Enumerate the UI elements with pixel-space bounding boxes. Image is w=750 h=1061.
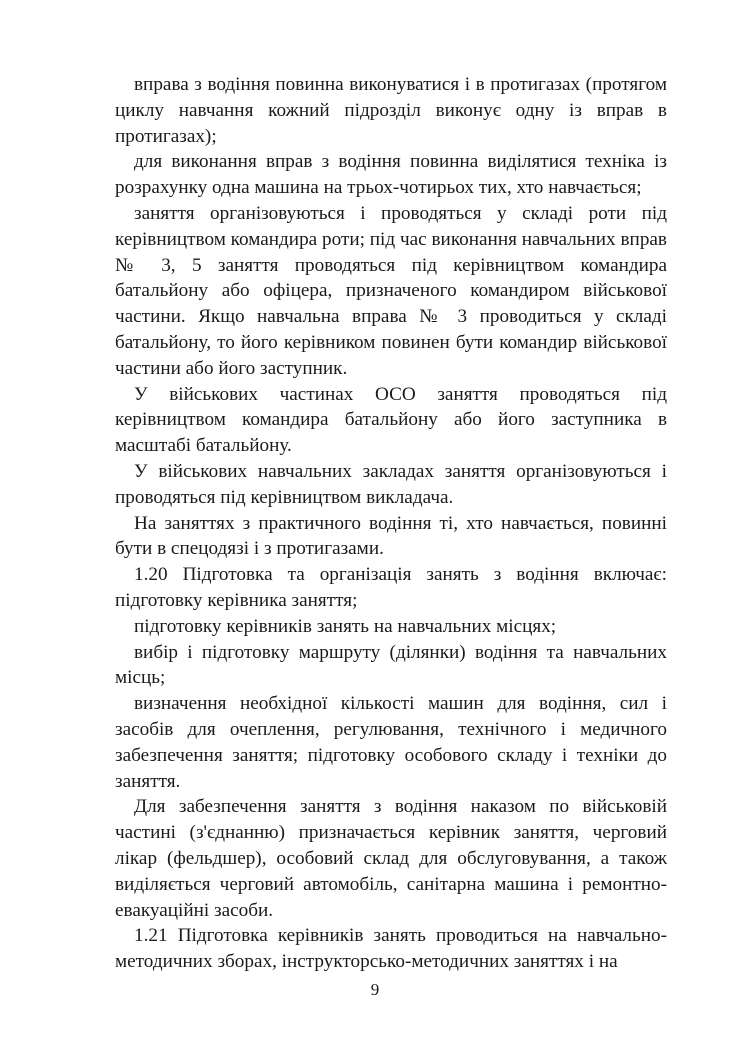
paragraph: заняття організовуються і проводяться у складі роти під керівництвом командира роти; під час виконання навчальних вправ № 3, 5 заняття проводяться під керівництвом командира батальйону або офіцера, призначеного командиром військової частини. Якщо навчальна вправа № 3 проводиться у складі батальйону, то його керівником повинен бути командир військової частини або його заступник. <box>115 202 667 379</box>
paragraph: На заняттях з практичного водіння ті, хто навчається, повинні бути в спецодязі і з протигазами. <box>115 512 667 560</box>
paragraph: вибір і підготовку маршруту (ділянки) водіння та навчальних місць; <box>115 641 667 689</box>
paragraph: 1.21 Підготовка керівників занять проводиться на навчально-методичних зборах, інструкторсько-методичних заняттях і на <box>115 925 667 973</box>
paragraph: У військових навчальних закладах заняття організовуються і проводяться під керівництвом викладача. <box>115 460 667 508</box>
paragraph: підготовку керівників занять на навчальних місцях; <box>134 615 557 637</box>
paragraph: 1.20 Підготовка та організація занять з водіння включає: підготовку керівника заняття; <box>115 564 667 611</box>
paragraph: для виконання вправ з водіння повинна виділятися техніка із розрахунку одна машина на трьох-чотирьох тих, хто навчається; <box>115 151 667 199</box>
page-number: 9 <box>370 980 380 999</box>
paragraph: У військових частинах ОСО заняття проводяться під керівництвом командира батальйону або його заступника в масштабі батальйону. <box>115 383 667 457</box>
page-body <box>115 72 667 975</box>
paragraph: визначення необхідної кількості машин для водіння, сил і засобів для очеплення, регулювання, технічного і медичного забезпечення заняття; підготовку особового складу і техніки до заняття. <box>115 693 667 792</box>
paragraph: Для забезпечення заняття з водіння наказом по військовій частині (з'єднанню) призначається керівник заняття, черговий лікар (фельдшер), особовий склад для обслуговування, а також виділяється черговий автомобіль, санітарна машина і ремонтно-евакуаційні засоби. <box>115 796 667 921</box>
paragraph: вправа з водіння повинна виконуватися і в протигазах (протягом циклу навчання кожний підрозділ виконує одну із вправ в протигазах); <box>115 74 667 147</box>
